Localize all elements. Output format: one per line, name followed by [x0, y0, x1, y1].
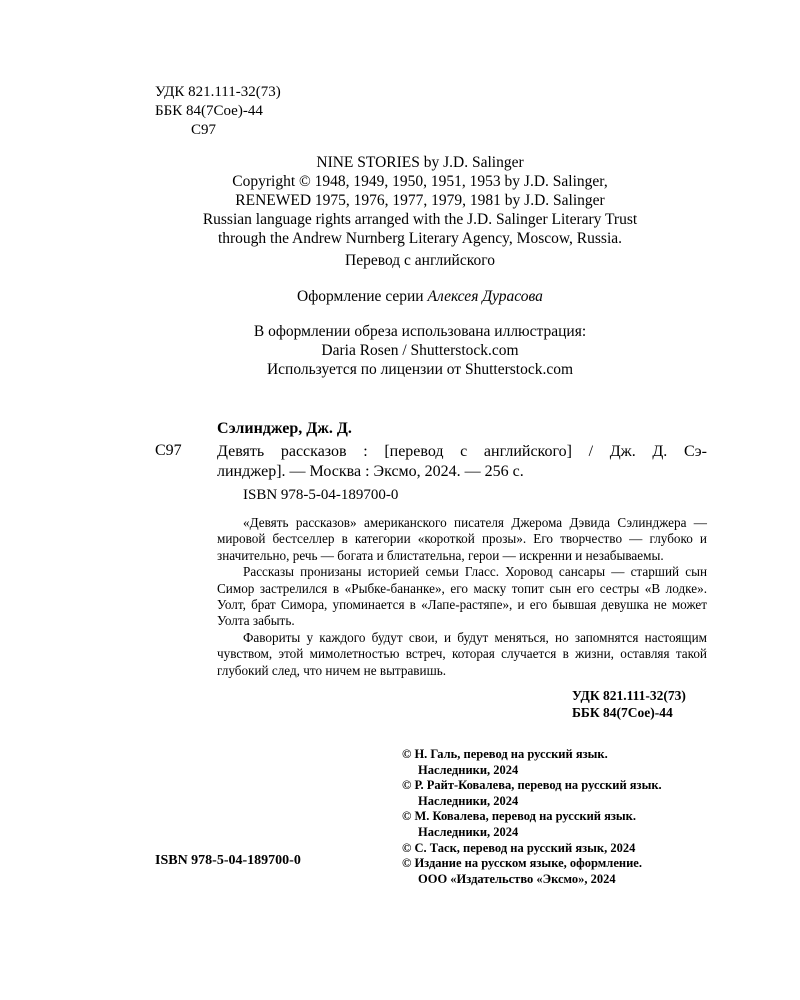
series-design — [0, 287, 800, 306]
author-sign: С97 — [191, 122, 217, 138]
series-design-prefix: Оформление серии — [297, 288, 428, 305]
rights-entry-4: © С. Таск, перевод на русский язык, 2024 — [402, 840, 636, 855]
rights-entry-5-cont: ООО «Издательство «Эксмо», 2024 — [418, 871, 616, 886]
annotation-paragraph-1: «Девять рассказов» американского писателя Джерома Дэвида Сэлинджера — мировой бестселлер в категории «короткой прозы». Его творчество — глубоко и значительно, речь — богата и блистательна, герои — искренни и незабываемы. — [217, 515, 707, 563]
rights-entry-3: © М. Ковалева, перевод на русский язык. — [402, 809, 636, 824]
classification-codes-right — [572, 687, 686, 721]
illustration-credit-line-1: В оформлении обреза использована иллюстрация: — [253, 323, 587, 340]
book-author: Сэлинджер, Дж. Д. — [217, 420, 352, 437]
illustration-credit-line-2: Daria Rosen / Shutterstock.com — [321, 342, 519, 359]
rights-entry-1-cont: Наследники, 2024 — [418, 762, 519, 777]
book-annotation — [217, 515, 707, 679]
copyright-line-1: NINE STORIES by J.D. Salinger — [316, 154, 524, 171]
bbk-code: ББК 84(7Сое)-44 — [155, 103, 263, 119]
udk-code: УДК 821.111-32(73) — [155, 84, 281, 100]
illustration-credit-line-3: Используется по лицензии от Shutterstock.com — [266, 361, 574, 378]
isbn-bottom: ISBN 978-5-04-189700-0 — [155, 853, 301, 868]
bibliographic-line-2: линджер]. — Москва : Эксмо, 2024. — 256 с. — [217, 463, 524, 480]
rights-entry-5: © Издание на русском языке, оформление. — [402, 856, 642, 871]
bbk-code-right: ББК 84(7Сое)-44 — [572, 705, 673, 720]
annotation-paragraph-2: Рассказы пронизаны историей семьи Гласс. Хоровод сансары — старший сын Симор застрелился в «Рыбке-бананке», его маску топит сын его сестры «В лодке». Уолт, брат Симора, упоминается в «Лапе-растяпе», и его бывшая девушка не может Уолта забыть. — [217, 564, 707, 629]
library-code: С97 — [155, 442, 182, 459]
rights-entry-1: © Н. Галь, перевод на русский язык. — [402, 747, 608, 761]
rights-entry-2-cont: Наследники, 2024 — [418, 793, 519, 808]
copyright-line-5: through the Andrew Nurnberg Literary Agency, Moscow, Russia. — [217, 230, 623, 247]
bibliographic-line-1: Девять рассказов : [перевод с английского] / Дж. Д. Сэ- — [217, 443, 707, 460]
rights-entry-2: © Р. Райт-Ковалева, перевод на русский язык. — [402, 778, 662, 793]
copyright-line-3: RENEWED 1975, 1976, 1977, 1979, 1981 by J.D. Salinger — [235, 192, 605, 209]
series-designer-name: Алексея Дурасова — [427, 288, 543, 305]
rights-entry-3-cont: Наследники, 2024 — [418, 824, 519, 839]
bibliographic-description — [217, 442, 707, 482]
copyright-line-2: Copyright © 1948, 1949, 1950, 1951, 1953 by J.D. Salinger, — [232, 173, 608, 190]
copyright-line-4: Russian language rights arranged with the J.D. Salinger Literary Trust — [202, 211, 638, 228]
isbn-inline: ISBN 978-5-04-189700-0 — [243, 487, 399, 503]
annotation-paragraph-3: Фавориты у каждого будут свои, и будут меняться, но запомнятся настоящим чувством, этой мимолетностью встреч, которая случается в жизни, оставляя такой глубокий след, что ничем не вытравишь. — [217, 629, 707, 678]
rights-notices — [402, 747, 662, 887]
udk-code-right: УДК 821.111-32(73) — [572, 688, 686, 703]
translation-note: Перевод с английского — [345, 252, 495, 269]
